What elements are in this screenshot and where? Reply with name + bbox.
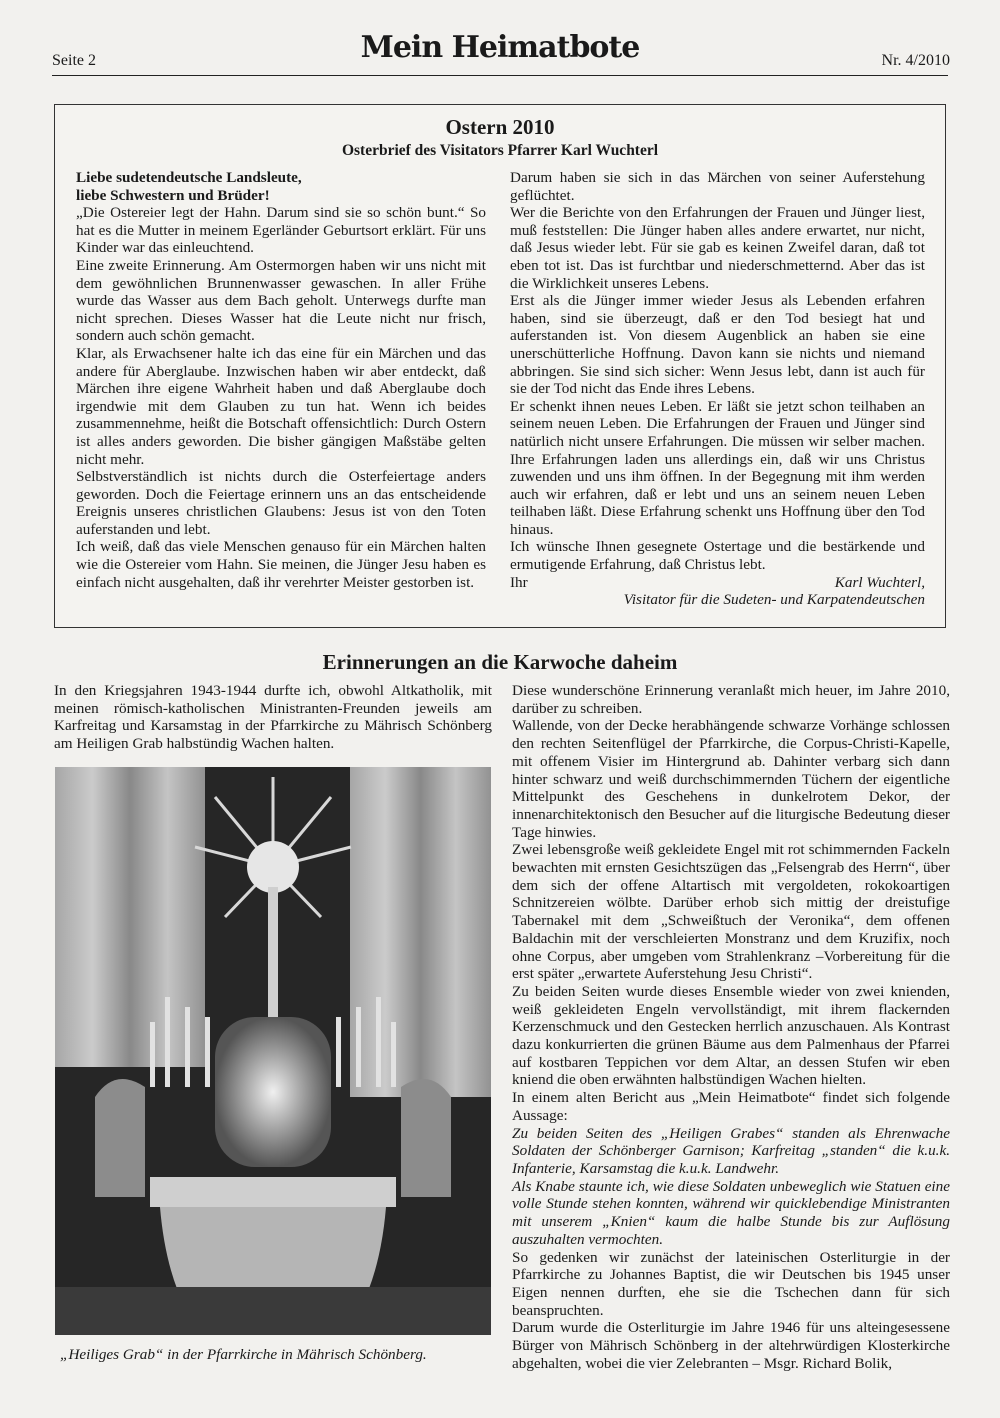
paragraph: Darum haben sie sich in das Märchen von seiner Auferstehung geflüchtet. bbox=[510, 169, 925, 204]
letter-right-column bbox=[510, 169, 925, 609]
paragraph: Zu beiden Seiten wurde dieses Ensemble wieder von zwei knienden, weiß gekleideten Engeln vervollständigt, mit ihrem flackernden Kerzenschmuck und den Gestecken herrlich anzuschauen. Als Kontrast dazu konkurrierten die grünen Bäume aus dem Palmenhaus der Pfarrei auf kostbaren Teppichen vor dem Altar, an dessen Stufen wir eben kniend die oben erwähnten halbstündigen Wachen hielten. bbox=[512, 982, 950, 1089]
paragraph: Wallende, von der Decke herabhängende schwarze Vorhänge schlossen den rechten Seitenflügel der Pfarrkirche, die Corpus-Christi-Kapelle, mit offenem Visier im Hintergrund ab. Dahinter verbarg sich dann hinter schwarz und weiß durchschimmernden Tüchern der eigentliche Mittelpunkt des Geschehens in dunkelrotem Dekor, der innenarchitektonisch den Besucher auf die liturgische Bedeutung dieser Tage hinwies. bbox=[512, 717, 950, 841]
quote-paragraph: Als Knabe staunte ich, wie diese Soldaten unbeweglich wie Statuen eine volle Stunde stehen konnten, während wir quicklebendige Ministranten mit unserem „Knien“ kaum die halbe Stunde bis zur Auflösung auszuhalten vermochten. bbox=[512, 1177, 950, 1248]
greeting-line: Liebe sudetendeutsche Landsleute, bbox=[76, 169, 302, 186]
signature-name: Karl Wuchterl, bbox=[834, 573, 925, 591]
paragraph: Er schenkt ihnen neues Leben. Er läßt sie jetzt schon teilhaben an seinem neuen Leben. Die Erfahrungen der Frauen und Jünger sind natürlich nicht unsere Erfahrungen. Die müssen wir selber machen. Ihre Erfahrungen laden uns allerdings ein, daß wir uns Christus zuwenden und uns ihm öffnen. In der Begegnung mit ihm werden auch wir erfahren, daß er lebt und uns an seinem neuen Leben teilhaben läßt. Diese Erfahrung schenkt uns Hoffnung über den Tod hinaus. bbox=[510, 397, 925, 538]
signature-title: Visitator für die Sudeten- und Karpatendeutschen bbox=[623, 591, 925, 609]
paragraph: Darum wurde die Osterliturgie im Jahre 1946 für uns alteingesessene Bürger von Mährisch Schönberg in der altehrwürdigen Klosterkirche abgehalten, wobei die vier Zelebranten – Msgr. Richard Bolik, bbox=[512, 1319, 950, 1372]
paragraph: Erst als die Jünger immer wieder Jesus als Lebenden erfahren haben, sind sie überzeugt, daß er den Tod besiegt hat und auferstanden ist. Von diesem Augenblick an haben sie eine unerschütterliche Hoffnung. Davon kann sie nichts und niemand abbringen. Sie sind sich sicher: Wenn Jesus lebt, dann ist auch für sie der Tod nicht das Ende ihres Lebens. bbox=[510, 292, 925, 398]
signature-row bbox=[510, 574, 925, 592]
paragraph: In den Kriegsjahren 1943-1944 durfte ich, obwohl Altkatholik, mit meinen römisch-katholischen Ministranten-Freunden jeweils am Karfreitag und Karsamstag in der Pfarrkirche zu Mährisch Schönberg am Heiligen Grab halbstündig Wachen halten. bbox=[54, 682, 492, 753]
paragraph: Diese wunderschöne Erinnerung veranlaßt mich heuer, im Jahre 2010, darüber zu schreiben. bbox=[512, 682, 950, 717]
paragraph: In einem alten Bericht aus „Mein Heimatbote“ findet sich folgende Aussage: bbox=[512, 1089, 950, 1124]
box-subtitle: Osterbrief des Visitators Pfarrer Karl Wuchterl bbox=[341, 142, 659, 159]
photo-caption: „Heiliges Grab“ in der Pfarrkirche in Mährisch Schönberg. bbox=[60, 1346, 427, 1363]
paragraph: Wer die Berichte von den Erfahrungen der Frauen und Jünger liest, muß feststellen: Die Jünger haben alles andere erwartet, nur nicht, daß Jesus wieder lebt. Für sie gab es keinen Zweifel daran, daß tot eben tot ist. Das ist furchtbar und niederschmetternd. Aber das ist die Wirklichkeit unseres Lebens. bbox=[510, 204, 925, 292]
box-title: Ostern 2010 bbox=[445, 115, 555, 139]
header-rule bbox=[52, 75, 948, 76]
quote-paragraph: Zu beiden Seiten des „Heiligen Grabes“ standen als Ehrenwache Soldaten der Schönberger Garnison; Karfreitag „standen“ die k.u.k. Infanterie, Karsamstag die k.u.k. Landwehr. bbox=[512, 1124, 950, 1177]
paragraph: Ich weiß, daß das viele Menschen genauso für ein Märchen halten wie die Ostereier vom Hahn. Sie meinen, die Jünger Jesu haben es einfach nicht ausgehalten, daß ihr verehrter Meister gestorben ist. bbox=[76, 538, 486, 591]
letter-left-column bbox=[76, 169, 486, 591]
paragraph: Zwei lebensgroße weiß gekleidete Engel mit rot schimmernden Fackeln bewachten mit ernsten Gesichtszügen das „Felsengrab des Herrn“, über dem sich der offene Altartisch mit vergoldeten, rokokoartigen Schnitzereien wölbte. Darüber erhob sich mittig der dreistufige Tabernakel mit dem „Schweißtuch der Veronika“, dem offenen Baldachin mit der verschleierten Monstranz und dem Kruzifix, noch ohne Corpus, aber umgeben vom Strahlenkranz –Vorbereitung für die erst später „erwartete Auferstehung Jesu Christi“. bbox=[512, 841, 950, 983]
closing: Ihr bbox=[510, 573, 528, 591]
issue-number: Nr. 4/2010 bbox=[881, 52, 950, 69]
paragraph: Selbstverständlich ist nichts durch die Osterfeiertage anders geworden. Doch die Feiertage erinnern uns an das entscheidende Ereignis unseres christlichen Glaubens: Jesus ist von den Toten auferstanden und lebt. bbox=[76, 468, 486, 538]
paragraph: Klar, als Erwachsener halte ich das eine für ein Märchen und das andere für Aberglaube. Inzwischen haben wir aber entdeckt, daß Märchen ihre eigene Wahrheit haben und daß Aberglaube doch irgendwie mit dem Glauben zu tun hat. Wenn ich beides zusammennehme, heißt die Botschaft offensichtlich: Durch Ostern ist alles anders geworden. Die bisher gängigen Maßstäbe gelten nicht mehr. bbox=[76, 344, 486, 468]
article-intro bbox=[54, 682, 492, 753]
paragraph: Eine zweite Erinnerung. Am Ostermorgen haben wir uns nicht mit dem gewöhnlichen Brunnenwasser gewaschen. In aller Frühe wurde das Wasser aus dem Bach geholt. Unterwegs durfte man nicht sprechen. Dieses Wasser hat die Leute nicht nur frisch, sondern auch schön gemacht. bbox=[76, 256, 486, 345]
greeting-line: liebe Schwestern und Brüder! bbox=[76, 186, 270, 204]
paragraph: So gedenken wir zunächst der lateinischen Osterliturgie in der Pfarrkirche zu Johannes Baptist, die wir Deutschen bis 1945 unser Eigen nennen durften, ehe sie die Tschechen dann für sich beanspruchten. bbox=[512, 1248, 950, 1319]
altar-photo-illustration bbox=[55, 767, 491, 1335]
article-title: Erinnerungen an die Karwoche daheim bbox=[322, 650, 678, 674]
easter-letter-box bbox=[54, 104, 946, 628]
page-number: Seite 2 bbox=[52, 52, 96, 69]
masthead-logo: Mein Heimatbote bbox=[360, 30, 640, 65]
paragraph: Ich wünsche Ihnen gesegnete Ostertage und die bestärkende und ermutigende Erfahrung, daß Christus lebt. bbox=[510, 538, 925, 574]
article-right-column bbox=[512, 682, 950, 1372]
church-altar-photo bbox=[55, 767, 491, 1335]
paragraph: „Die Ostereier legt der Hahn. Darum sind sie so schön bunt.“ So hat es die Mutter in meinem Egerländer Geburtsort erklärt. Für uns Kinder war das einleuchtend. bbox=[76, 204, 486, 257]
